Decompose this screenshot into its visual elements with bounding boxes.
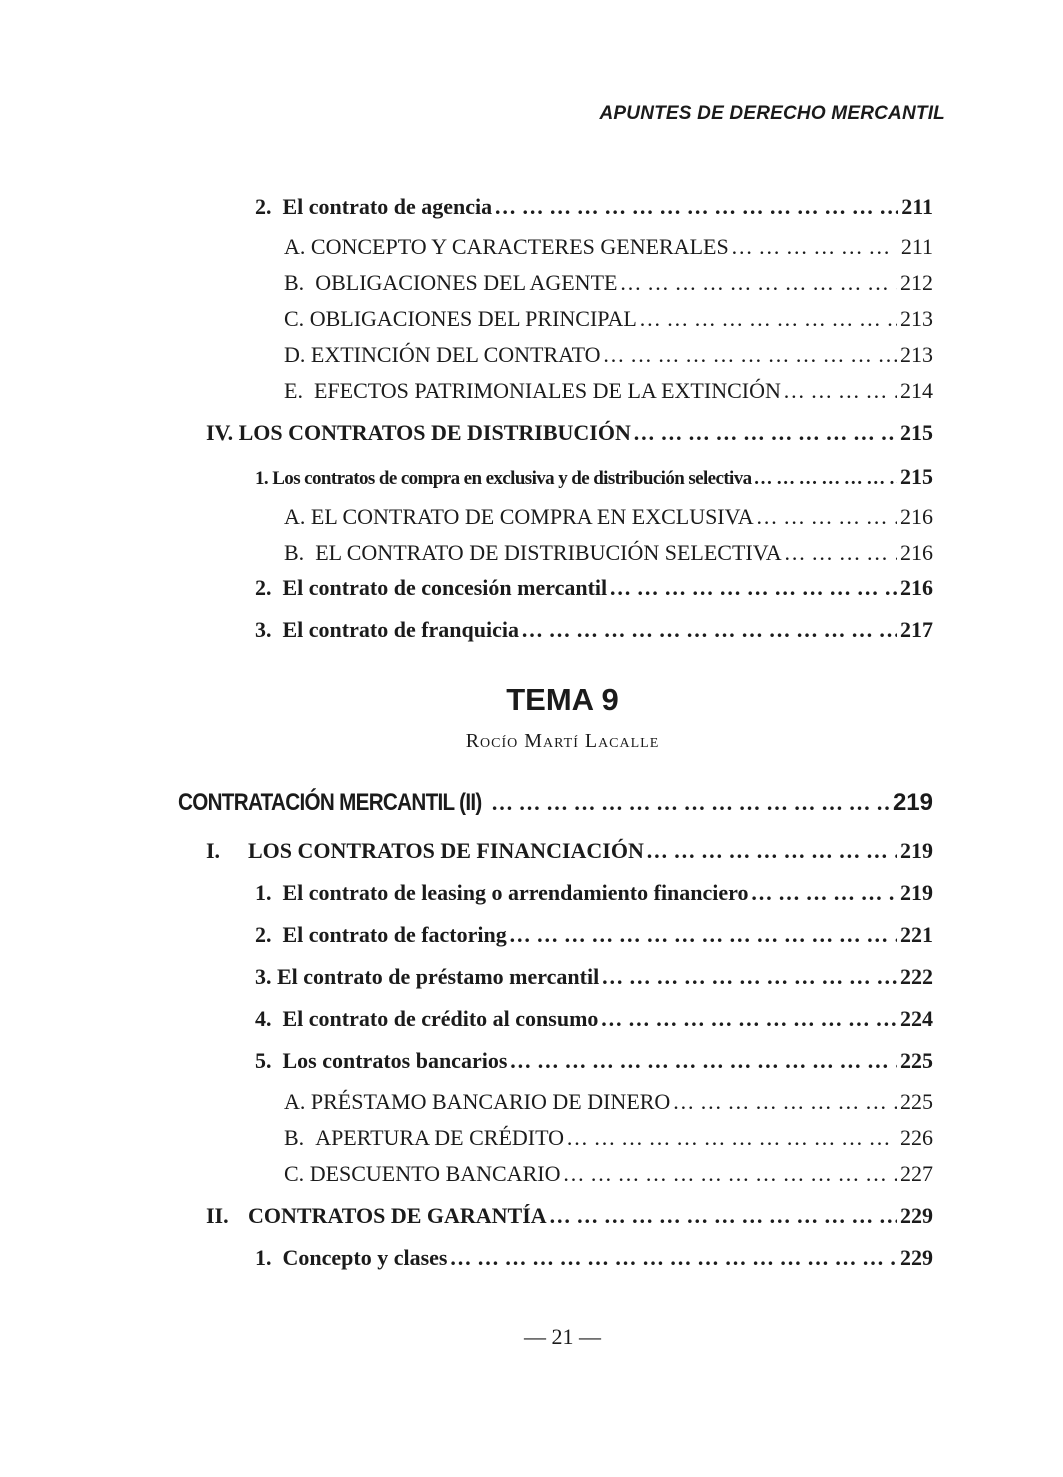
toc-entry-title: LOS CONTRATOS DE FINANCIACIÓN xyxy=(248,838,644,863)
toc-entry-title: Los contratos bancarios xyxy=(282,1048,508,1073)
toc-entry-number: E. xyxy=(284,378,303,403)
toc-entry[interactable] xyxy=(206,1199,933,1233)
dot-leader xyxy=(754,462,897,494)
dot-leader xyxy=(731,230,898,264)
tema-author: Rocío Martí Lacalle xyxy=(465,730,660,752)
toc-entry-number: C. xyxy=(284,306,305,331)
toc-entry-number: C. xyxy=(284,1161,305,1186)
toc-entry-number: B. xyxy=(284,270,305,295)
dot-leader xyxy=(672,1085,897,1119)
toc-entry-page: 221 xyxy=(900,922,933,947)
running-header: APUNTES DE DERECHO MERCANTIL xyxy=(599,103,945,124)
toc-entry-title: El contrato de agencia xyxy=(282,194,493,219)
toc-entry[interactable] xyxy=(255,1002,933,1036)
toc-entry-page: 216 xyxy=(900,540,933,565)
toc-entry-title: EXTINCIÓN DEL CONTRATO xyxy=(310,342,601,367)
toc-entry[interactable] xyxy=(255,460,933,494)
dot-leader xyxy=(566,1121,897,1155)
toc-entry-page: 226 xyxy=(900,1125,933,1150)
toc-entry-title: OBLIGACIONES DEL AGENTE xyxy=(315,270,618,295)
toc-entry[interactable] xyxy=(206,834,933,868)
dot-leader xyxy=(756,500,897,534)
toc-entry[interactable] xyxy=(255,918,933,952)
dot-leader xyxy=(549,1199,897,1233)
toc-entry-title: PRÉSTAMO BANCARIO DE DINERO xyxy=(310,1089,671,1114)
toc-entry-title: OBLIGACIONES DEL PRINCIPAL xyxy=(309,306,637,331)
toc-entry[interactable] xyxy=(284,1121,933,1155)
toc-entry-title: Los contratos de compra en exclusiva y de distribución selectiva xyxy=(272,468,752,489)
toc-entry-page: 219 xyxy=(900,838,933,863)
toc-entry-number: 2. xyxy=(255,194,272,219)
toc-entry-page: 213 xyxy=(900,306,933,331)
toc-entry-title: El contrato de préstamo mercantil xyxy=(277,964,600,989)
toc-entry-page: 215 xyxy=(900,420,933,445)
toc-entry-title: EL CONTRATO DE COMPRA EN EXCLUSIVA xyxy=(310,504,754,529)
toc-entry-number: 5. xyxy=(255,1048,272,1073)
toc-entry-number: 1. xyxy=(255,1245,272,1270)
toc-entry-page: 217 xyxy=(900,617,933,642)
toc-entry-page: 219 xyxy=(900,880,933,905)
toc-entry[interactable] xyxy=(255,190,933,224)
toc-entry-number: 1. xyxy=(255,880,272,905)
toc-entry-number: 1. xyxy=(255,468,269,489)
toc-entry-title: El contrato de factoring xyxy=(282,922,507,947)
toc-entry-page: 211 xyxy=(901,194,933,219)
dot-leader xyxy=(509,918,897,952)
toc-entry[interactable] xyxy=(255,1241,933,1275)
toc-entry-title: APERTURA DE CRÉDITO xyxy=(315,1125,565,1150)
toc-entry-number: 3. xyxy=(255,617,272,642)
dot-leader xyxy=(509,1044,897,1078)
toc-entry[interactable] xyxy=(206,416,933,450)
toc-entry-page: 224 xyxy=(900,1006,933,1031)
toc-entry-title: Concepto y clases xyxy=(282,1245,448,1270)
toc-entry-number: A. xyxy=(284,504,306,529)
dot-leader xyxy=(600,1002,897,1036)
dot-leader xyxy=(646,834,897,868)
dot-leader xyxy=(633,416,897,450)
toc-entry-title: El contrato de franquicia xyxy=(282,617,519,642)
toc-entry-number: D. xyxy=(284,342,306,367)
toc-entry-title: El contrato de concesión mercantil xyxy=(282,575,608,600)
toc-entry-number: B. xyxy=(284,1125,305,1150)
dot-leader xyxy=(491,786,890,820)
toc-entry[interactable] xyxy=(255,960,933,994)
toc-entry-page: 219 xyxy=(892,789,933,816)
toc-entry-page: 229 xyxy=(900,1245,933,1270)
dot-leader xyxy=(603,338,897,372)
toc-entry[interactable] xyxy=(284,1085,933,1119)
toc-entry-title: CONCEPTO Y CARACTERES GENERALES xyxy=(310,234,729,259)
toc-entry-number: 2. xyxy=(255,922,272,947)
dot-leader xyxy=(494,190,898,224)
toc-entry-page: 211 xyxy=(900,234,933,259)
dot-leader xyxy=(619,266,897,300)
toc-entry[interactable] xyxy=(284,374,933,408)
toc-entry[interactable] xyxy=(284,536,933,570)
toc-entry[interactable] xyxy=(255,613,933,647)
dot-leader xyxy=(783,374,897,408)
toc-entry-page: 216 xyxy=(900,575,933,600)
toc-entry[interactable] xyxy=(284,302,933,336)
toc-entry[interactable] xyxy=(255,876,933,910)
toc-entry[interactable] xyxy=(284,266,933,300)
toc-entry[interactable] xyxy=(284,338,933,372)
dot-leader xyxy=(751,876,897,910)
toc-entry-title: El contrato de crédito al consumo xyxy=(282,1006,599,1031)
tema-title: TEMA 9 xyxy=(506,682,619,717)
toc-chapter-entry[interactable] xyxy=(178,786,933,820)
toc-entry[interactable] xyxy=(255,571,933,605)
toc-entry-number: I. xyxy=(206,838,221,863)
toc-entry-page: 215 xyxy=(900,464,933,489)
toc-entry-number: A. xyxy=(284,1089,306,1114)
dot-leader xyxy=(449,1241,897,1275)
toc-entry[interactable] xyxy=(284,500,933,534)
toc-entry-number: II. xyxy=(206,1203,229,1228)
dot-leader xyxy=(521,613,897,647)
toc-entry-page: 213 xyxy=(900,342,933,367)
dot-leader xyxy=(609,571,897,605)
toc-entry-page: 214 xyxy=(900,378,933,403)
toc-entry-page: 225 xyxy=(900,1048,933,1073)
dot-leader xyxy=(601,960,897,994)
toc-entry[interactable] xyxy=(284,1157,933,1191)
toc-entry-page: 227 xyxy=(900,1161,933,1186)
toc-entry-number: B. xyxy=(284,540,305,565)
dot-leader xyxy=(784,536,897,570)
toc-entry-title: EL CONTRATO DE DISTRIBUCIÓN SELECTIVA xyxy=(315,540,782,565)
toc-entry-page: 229 xyxy=(900,1203,933,1228)
toc-entry-number: 2. xyxy=(255,575,272,600)
toc-entry-title: El contrato de leasing o arrendamiento financiero xyxy=(282,880,749,905)
page-number: — 21 — xyxy=(524,1324,601,1349)
toc-entry-number: 3. xyxy=(255,964,272,989)
toc-entry-title: EFECTOS PATRIMONIALES DE LA EXTINCIÓN xyxy=(313,378,781,403)
toc-entry-title: DESCUENTO BANCARIO xyxy=(309,1161,561,1186)
dot-leader xyxy=(639,302,897,336)
toc-entry-page: 216 xyxy=(900,504,933,529)
toc-entry-page: 225 xyxy=(900,1089,933,1114)
toc-entry[interactable] xyxy=(255,1044,933,1078)
toc-entry-number: 4. xyxy=(255,1006,272,1031)
toc-entry-title: CONTRATACIÓN MERCANTIL (II) xyxy=(178,789,482,816)
toc-entry-title: LOS CONTRATOS DE DISTRIBUCIÓN xyxy=(238,420,631,445)
toc-entry-number: A. xyxy=(284,234,306,259)
toc-entry[interactable] xyxy=(284,230,933,264)
toc-entry-title: CONTRATOS DE GARANTÍA xyxy=(248,1203,547,1228)
toc-entry-page: 222 xyxy=(900,964,933,989)
dot-leader xyxy=(562,1157,897,1191)
toc-entry-number: IV. xyxy=(206,420,234,445)
toc-entry-page: 212 xyxy=(900,270,933,295)
